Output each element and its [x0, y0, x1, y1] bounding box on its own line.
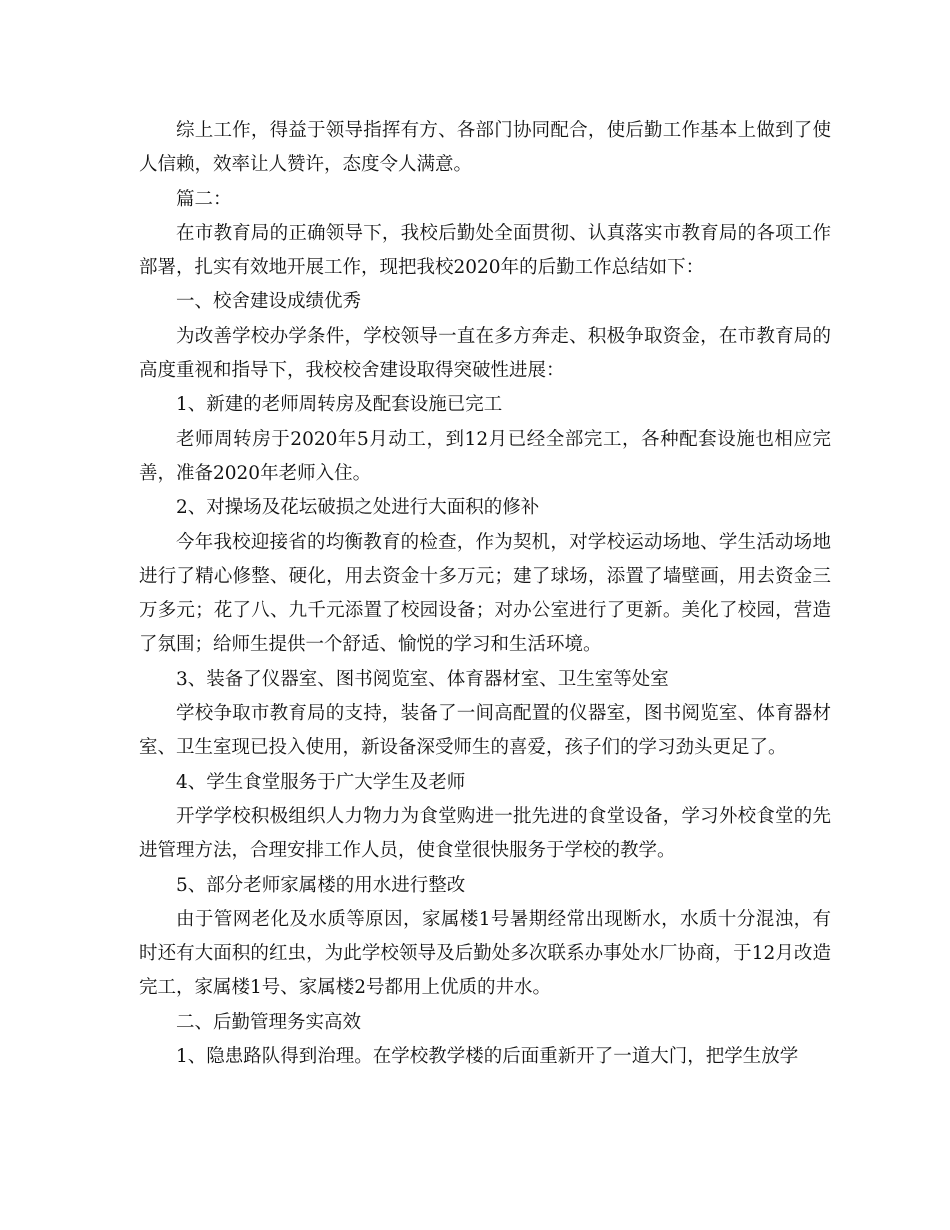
subheading-item-1: 1、新建的老师周转房及配套设施已完工: [176, 394, 503, 416]
paragraph-item-2: 今年我校迎接省的均衡教育的检查，作为契机，对学校运动场地、学生活动场地进行了精心修整、硬化，用去资金十多万元；建了球场，添置了墙壁画，用去资金三万多元；花了八、九千元添置了校园设备；对办公室进行了更新。美化了校园，营造了氛围；给师生提供一个舒适、愉悦的学习和生活环境。: [139, 531, 831, 656]
subheading-item-2: 2、对操场及花坛破损之处进行大面积的修补: [176, 497, 540, 519]
paragraph-section-two-item-1: 1、隐患路队得到治理。在学校教学楼的后面重新开了一道大门，把学生放学: [176, 1046, 799, 1068]
subheading-item-5: 5、部分老师家属楼的用水进行整改: [176, 874, 466, 896]
heading-section-one: 一、校舍建设成绩优秀: [176, 291, 362, 313]
paragraph-summary: 综上工作，得益于领导指挥有方、各部门协同配合，使后勤工作基本上做到了使人信赖，效率让人赞许，态度令人满意。: [139, 120, 831, 176]
section-label-part-two: 篇二：: [176, 188, 232, 210]
subheading-item-4: 4、学生食堂服务于广大学生及老师: [176, 771, 466, 793]
heading-section-two: 二、后勤管理务实高效: [176, 1011, 362, 1033]
document-body: [139, 114, 831, 1074]
paragraph-item-3: 学校争取市教育局的支持，装备了一间高配置的仪器室，图书阅览室、体育器材室、卫生室现已投入使用，新设备深受师生的喜爱，孩子们的学习劲头更足了。: [139, 703, 831, 759]
paragraph-item-5: 由于管网老化及水质等原因，家属楼1号暑期经常出现断水，水质十分混浊，有时还有大面积的红虫，为此学校领导及后勤处多次联系办事处水厂协商，于12月改造完工，家属楼1号、家属楼2号都用上优质的井水。: [139, 908, 831, 999]
paragraph-item-4: 开学学校积极组织人力物力为食堂购进一批先进的食堂设备，学习外校食堂的先进管理方法，合理安排工作人员，使食堂很快服务于学校的教学。: [139, 805, 831, 862]
subheading-item-3: 3、装备了仪器室、图书阅览室、体育器材室、卫生室等处室: [176, 668, 669, 690]
paragraph-section-one: 为改善学校办学条件，学校领导一直在多方奔走、积极争取资金，在市教育局的高度重视和指导下，我校校舍建设取得突破性进展：: [139, 325, 831, 382]
paragraph-intro: 在市教育局的正确领导下，我校后勤处全面贯彻、认真落实市教育局的各项工作部署，扎实有效地开展工作，现把我校2020年的后勤工作总结如下：: [139, 222, 831, 279]
paragraph-item-1: 老师周转房于2020年5月动工，到12月已经全部完工，各种配套设施也相应完善，准备2020年老师入住。: [139, 428, 831, 484]
